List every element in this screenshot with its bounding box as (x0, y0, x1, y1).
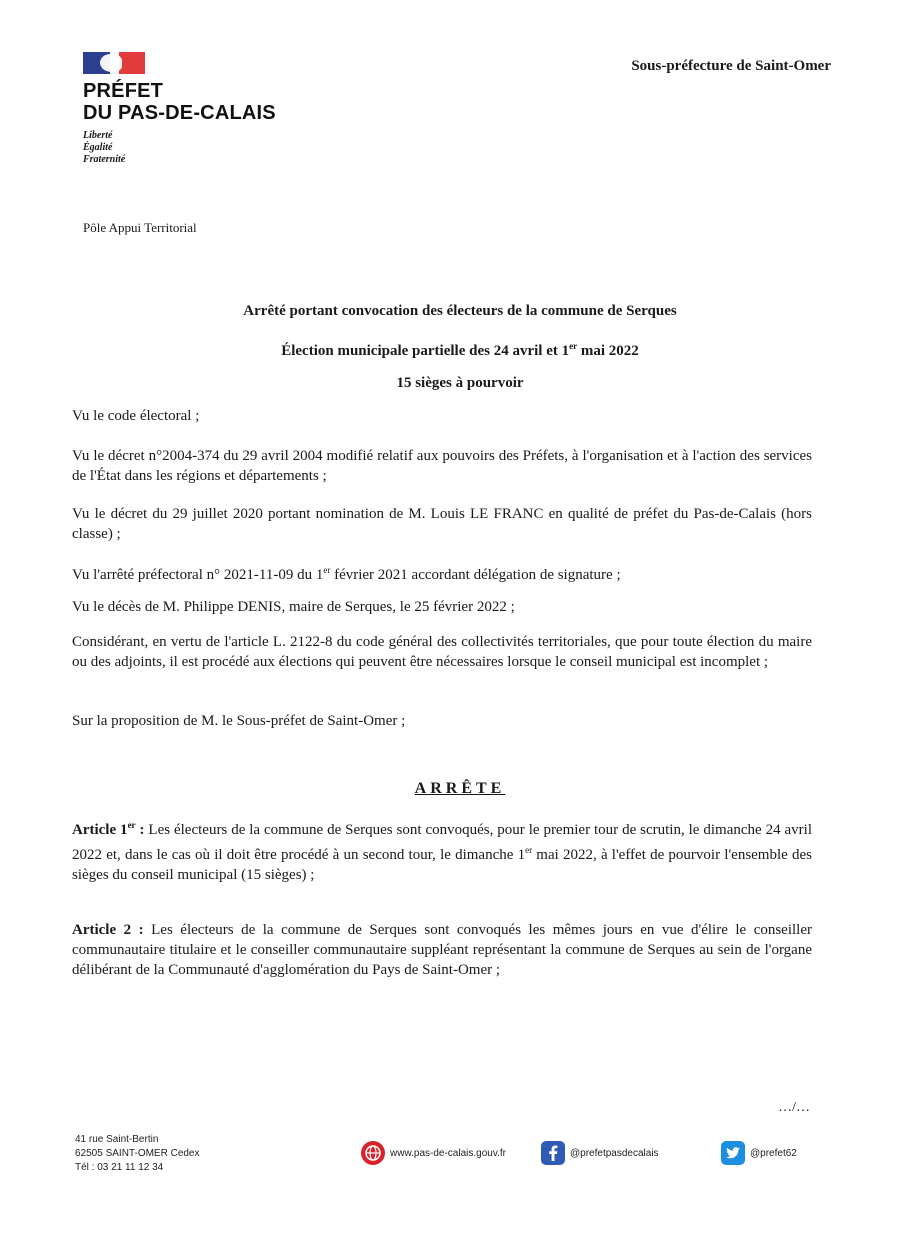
election-subtitle: Élection municipale partielle des 24 avril et 1er mai 2022 (281, 341, 639, 359)
facebook-handle[interactable]: @prefetpasdecalais (570, 1147, 659, 1159)
article-1: Article 1er : Les électeurs de la commune de Serques sont convoqués, pour le premier tour de scrutin, le dimanche 24 avril 2022 et, dans le cas où il doit être procédé à un second tour, le dimanche 1er mai 2022, à l'effet de pourvoir l'ensemble des sièges du conseil municipal (15 sièges) ; (72, 820, 813, 883)
marianne-flag-icon (83, 52, 145, 74)
globe-icon (360, 1140, 386, 1166)
footer-website[interactable] (360, 1140, 506, 1166)
address-phone: Tél : 03 21 11 12 34 (75, 1162, 164, 1173)
decree-title: Arrêté portant convocation des électeurs de la commune de Serques (243, 303, 677, 319)
motto-liberte: Liberté (83, 130, 113, 141)
service-name: Pôle Appui Territorial (83, 220, 197, 235)
prefecture-name-line1: PRÉFET (83, 80, 164, 102)
twitter-icon (720, 1140, 746, 1166)
arrete-heading: ARRÊTE (414, 780, 506, 797)
vu-decret-nomination: Vu le décret du 29 juillet 2020 portant nomination de M. Louis LE FRANC en qualité de préfet du Pas-de-Calais (hors classe) ; (72, 506, 812, 542)
address-street: 41 rue Saint-Bertin (75, 1134, 159, 1145)
footer-facebook[interactable] (540, 1140, 659, 1166)
facebook-icon (540, 1140, 566, 1166)
prefecture-name (83, 80, 276, 124)
vu-arrete-delegation: Vu l'arrêté préfectoral n° 2021-11-09 du 1er février 2021 accordant délégation de signature ; (72, 565, 621, 583)
page-continuation: …/… (778, 1100, 810, 1115)
considerant: Considérant, en vertu de l'article L. 2122-8 du code général des collectivités territoriales, que pour toute élection du maire ou des adjoints, il est procédé aux élections qui peuvent être nécessaires lorsque le conseil municipal est incomplet ; (72, 634, 812, 670)
vu-decret-2004: Vu le décret n°2004-374 du 29 avril 2004 modifié relatif aux pouvoirs des Préfets, à l'organisation et à l'action des services de l'État dans les régions et départements ; (72, 448, 812, 484)
motto-fraternite: Fraternité (83, 154, 126, 165)
prefecture-name-line2: DU PAS-DE-CALAIS (83, 102, 276, 124)
motto-egalite: Égalité (83, 142, 113, 153)
footer-twitter[interactable] (720, 1140, 797, 1166)
proposition: Sur la proposition de M. le Sous-préfet de Saint-Omer ; (72, 713, 406, 729)
seats-count: 15 sièges à pourvoir (396, 375, 524, 391)
vu-code-electoral: Vu le code électoral ; (72, 408, 200, 424)
prefecture-logo (83, 52, 276, 166)
republic-motto (83, 130, 276, 166)
address-city: 62505 SAINT-OMER Cedex (75, 1148, 200, 1159)
footer-address (75, 1133, 200, 1175)
website-link[interactable]: www.pas-de-calais.gouv.fr (390, 1147, 506, 1159)
article-2: Article 2 : Les électeurs de la commune de Serques sont convoqués les mêmes jours en vue d'élire le conseiller communautaire titulaire et le conseiller communautaire suppléant représentant la commune de Serques au sein de l'organe délibérant de la Communauté d'agglomération du Pays de Saint-Omer ; (72, 922, 812, 978)
twitter-handle[interactable]: @prefet62 (750, 1147, 797, 1159)
vu-deces-maire: Vu le décès de M. Philippe DENIS, maire de Serques, le 25 février 2022 ; (72, 599, 515, 615)
subprefecture-name: Sous-préfecture de Saint-Omer (631, 58, 831, 74)
